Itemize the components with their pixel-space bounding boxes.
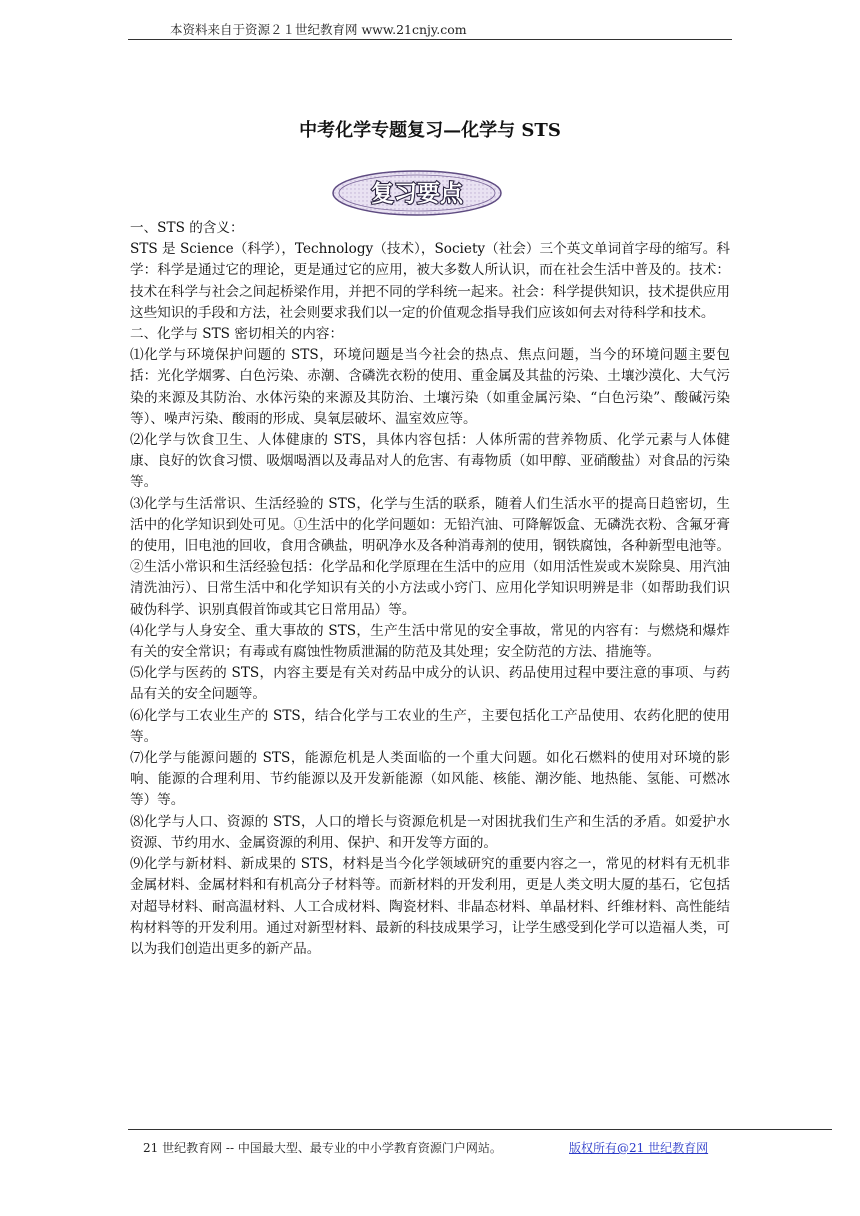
badge-label: 复习要点 bbox=[371, 181, 463, 207]
paragraph: ⑸化学与医药的 STS，内容主要是有关对药品中成分的认识、药品使用过程中要注意的事项、与药品有关的安全问题等。 bbox=[130, 665, 730, 703]
paragraph: ⑴化学与环境保护问题的 STS，环境问题是当今社会的热点、焦点问题，当今的环境问题主要包括：光化学烟雾、白色污染、赤潮、含磷洗衣粉的使用、重金属及其盐的污染、土壤沙漠化、大气污染的来源及其防治、水体污染的来源及其防治、土壤污染（如重金属污染、“白色污染”、酸碱污染等）、噪声污染、酸雨的形成、臭氧层破坏、温室效应等。 bbox=[130, 347, 730, 427]
paragraph: ⑶化学与生活常识、生活经验的 STS，化学与生活的联系，随着人们生活水平的提高日趋密切，生活中的化学知识到处可见。①生活中的化学问题如：无铅汽油、可降解饭盒、无磷洗衣粉、含氟牙膏的使用，旧电池的回收，食用含碘盐，明矾净水及各种消毒剂的使用，钢铁腐蚀，各种新型电池等。②生活小常识和生活经验包括：化学品和化学原理在生活中的应用（如用活性炭或木炭除臭、用汽油清洗油污）、日常生活中和化学知识有关的小方法或小窍门、应用化学知识明辨是非（如帮助我们识破伪科学、识别真假首饰或其它日常用品）等。 bbox=[130, 495, 730, 618]
paragraph: STS 是 Science（科学），Technology（技术），Society（社会）三个英文单词首字母的缩写。科学：科学是通过它的理论，更是通过它的应用，被大多数人所认识，而在社会生活中普及的。技术：技术在科学与社会之间起桥梁作用，并把不同的学科统一起来。社会：科学提供知识，技术提供应用这些知识的手段和方法，社会则要求我们以一定的价值观念指导我们应该如何去对待科学和技术。 bbox=[130, 241, 730, 321]
paragraph: ⑼化学与新材料、新成果的 STS，材料是当今化学领域研究的重要内容之一，常见的材料有无机非金属材料、金属材料和有机高分子材料等。而新材料的开发利用，更是人类文明大厦的基石，它包括对超导材料、耐高温材料、人工合成材料、陶瓷材料、非晶态材料、单晶材料、纤维材料、高性能结构材料等的开发利用。通过对新型材料、最新的科技成果学习，让学生感受到化学可以造福人类，可以为我们创造出更多的新产品。 bbox=[130, 856, 730, 957]
header-divider bbox=[128, 39, 732, 40]
section-heading: 一、STS 的含义： bbox=[130, 220, 244, 236]
paragraph: ⑻化学与人口、资源的 STS，人口的增长与资源危机是一对困扰我们生产和生活的矛盾。如爱护水资源、节约用水、金属资源的利用、保护、和开发等方面的。 bbox=[130, 813, 730, 851]
footer-text: 21 世纪教育网 -- 中国最大型、最专业的中小学教育资源门户网站。 bbox=[143, 1141, 502, 1155]
paragraph: ⑹化学与工农业生产的 STS，结合化学与工农业的生产，主要包括化工产品使用、农药化肥的使用等。 bbox=[130, 707, 730, 745]
document-title: 中考化学专题复习—化学与 STS bbox=[299, 120, 561, 141]
footer-divider bbox=[128, 1129, 832, 1130]
review-points-badge-icon bbox=[330, 168, 504, 218]
paragraph: ⑵化学与饮食卫生、人体健康的 STS，具体内容包括：人体所需的营养物质、化学元素与人体健康、良好的饮食习惯、吸烟喝酒以及毒品对人的危害、有毒物质（如甲醇、亚硝酸盐）对食品的污染等。 bbox=[130, 432, 730, 491]
section-heading: 二、化学与 STS 密切相关的内容： bbox=[130, 326, 344, 343]
paragraph: ⑺化学与能源问题的 STS，能源危机是人类面临的一个重大问题。如化石燃料的使用对环境的影响、能源的合理利用、节约能源以及开发新能源（如风能、核能、潮汐能、地热能、氢能、可燃冰等）等。 bbox=[130, 750, 730, 809]
document-body bbox=[130, 218, 730, 960]
page-header: 本资料来自于资源２１世纪教育网 www.21cnjy.com bbox=[170, 22, 467, 37]
paragraph: ⑷化学与人身安全、重大事故的 STS，生产生活中常见的安全事故，常见的内容有：与燃烧和爆炸有关的安全常识；有毒或有腐蚀性物质泄漏的防范及其处理；安全防范的方法、措施等。 bbox=[130, 622, 730, 661]
copyright-link[interactable]: 版权所有@21 世纪教育网 bbox=[569, 1141, 709, 1155]
